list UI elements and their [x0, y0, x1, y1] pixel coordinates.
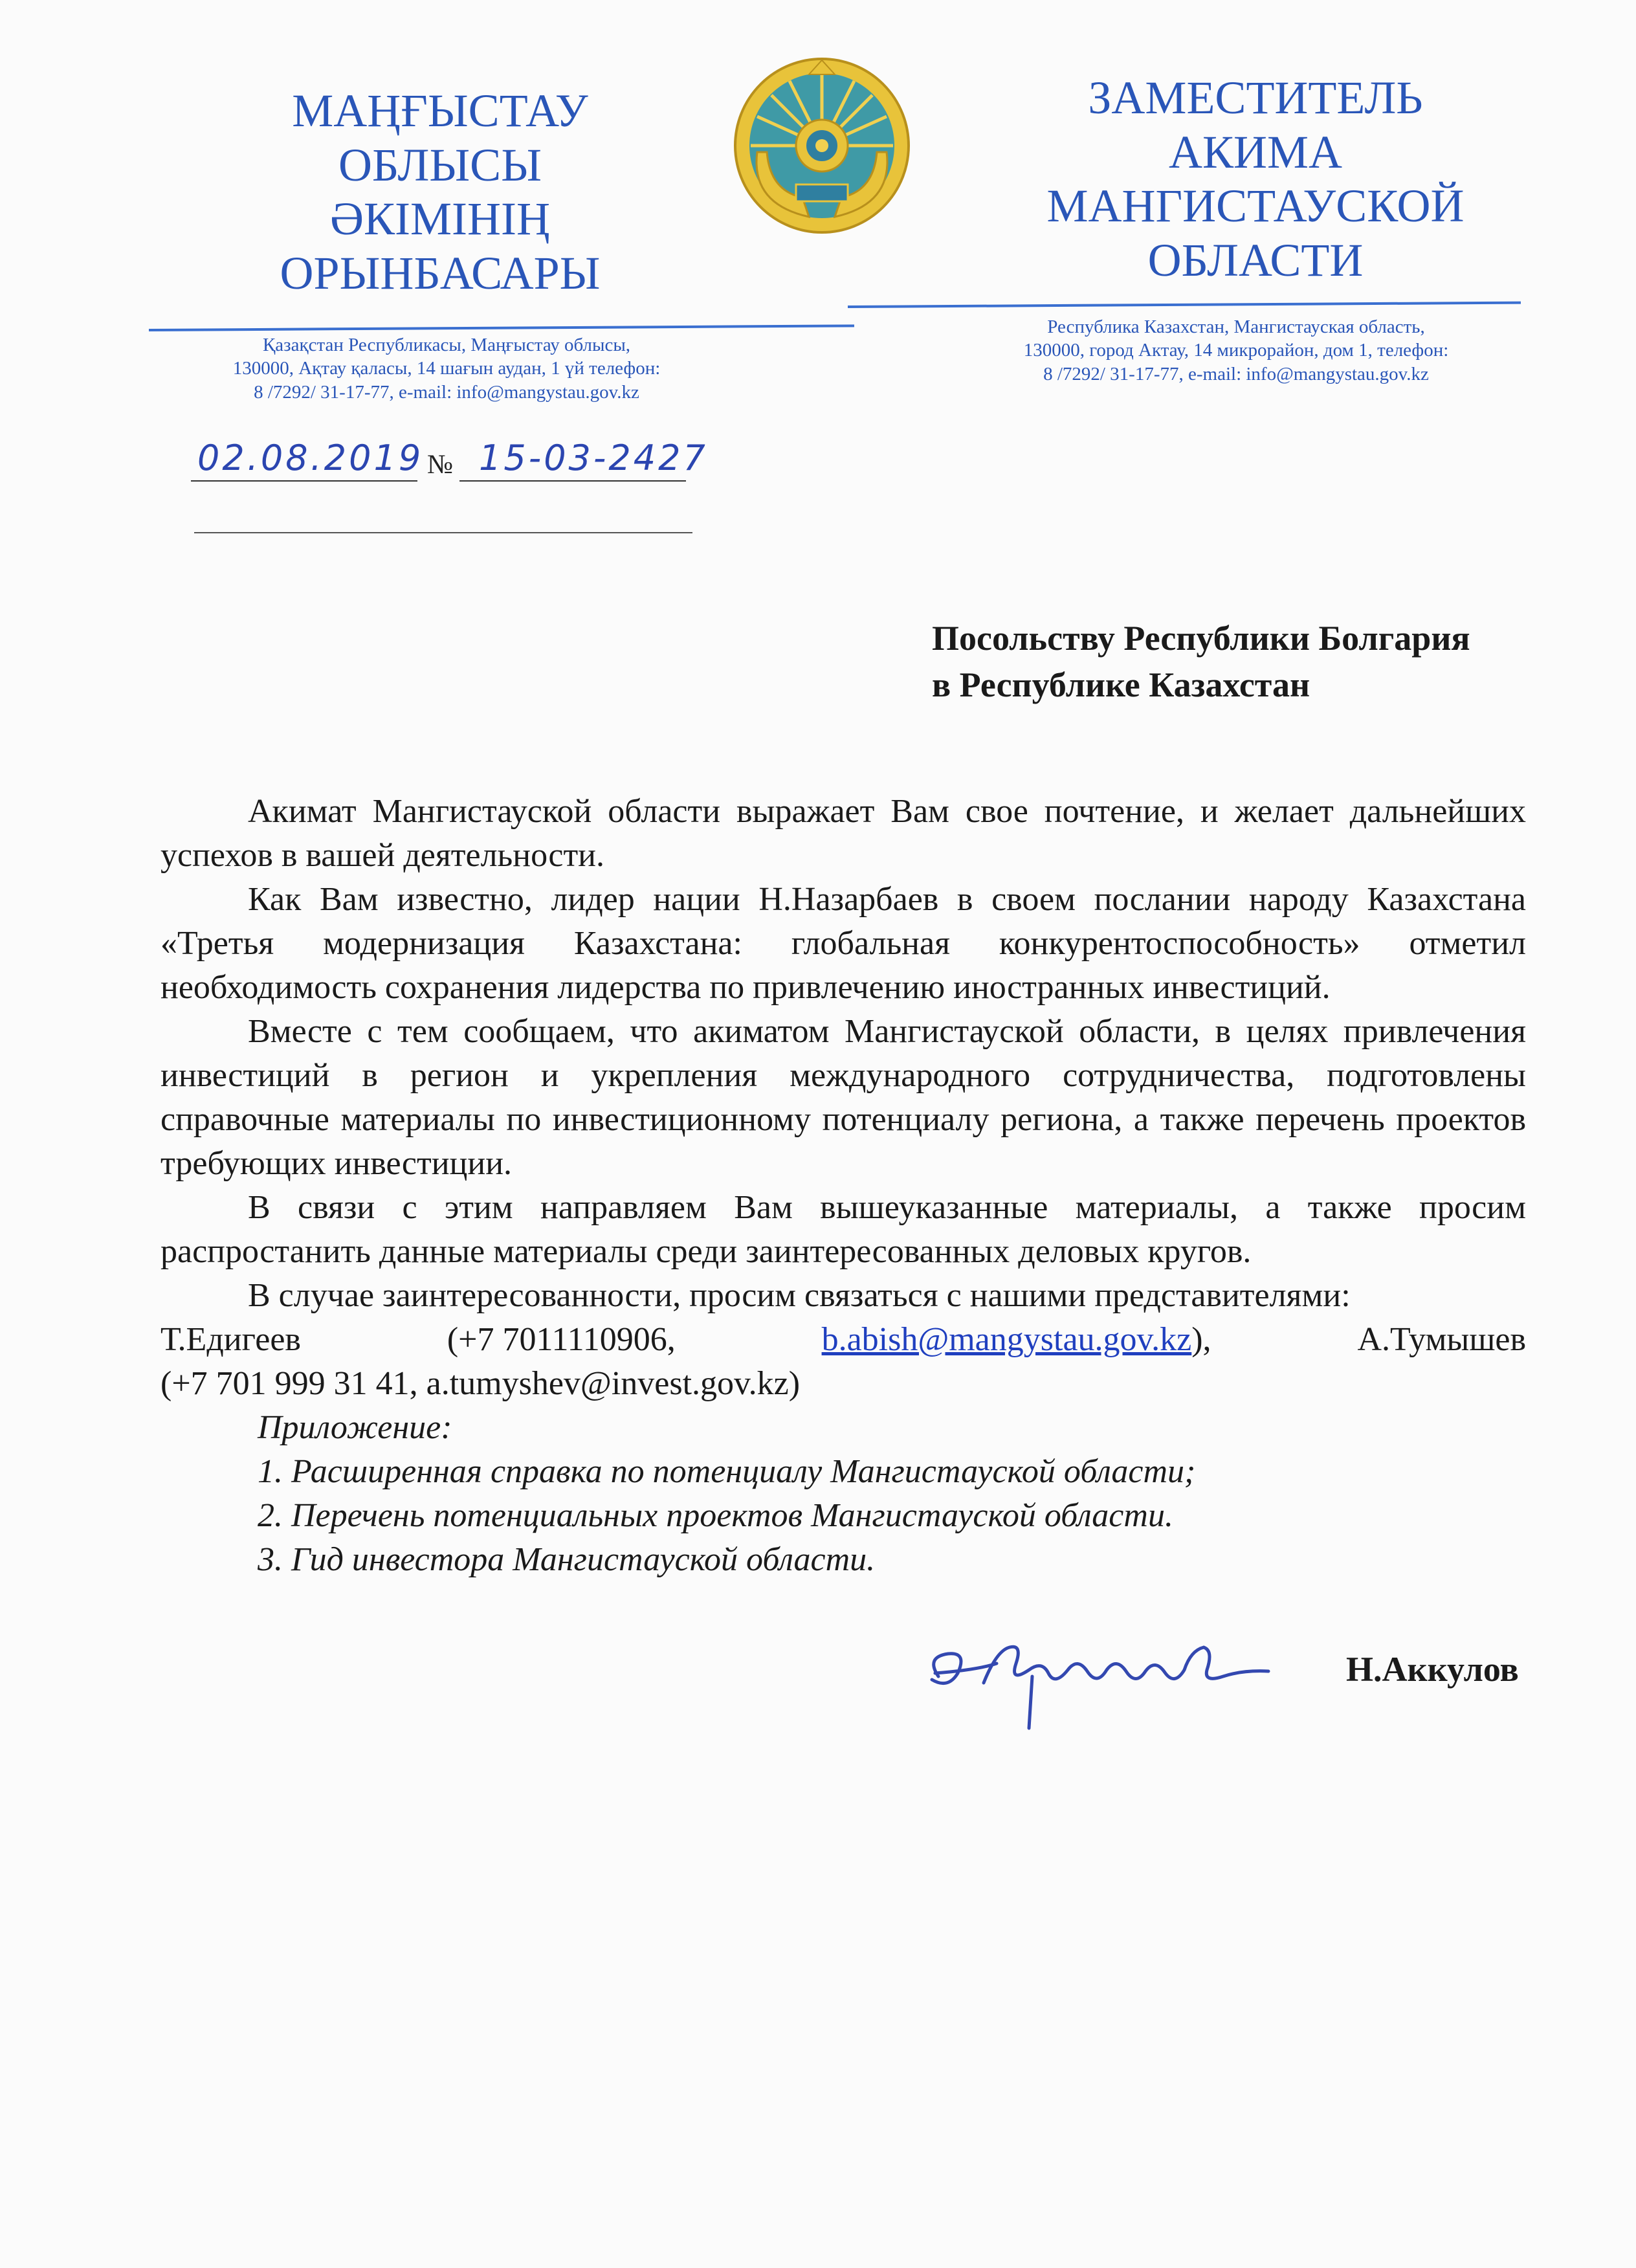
- header-right-title: [997, 71, 1514, 287]
- header-left-title-line: МАҢҒЫСТАУ: [292, 85, 588, 137]
- contact-email-suffix: ),: [1191, 1321, 1211, 1358]
- registration-blank-line: [194, 532, 692, 533]
- body-paragraph: Акимат Мангистауской области выражает Вам свое почтение, и желает дальнейших успехов в вашей деятельности.: [160, 793, 1526, 874]
- header-left-title: [214, 84, 667, 300]
- registration-date-underline: [191, 480, 417, 482]
- address-line: 8 /7292/ 31-17-77, e-mail: info@mangystau.gov.kz: [1043, 363, 1429, 384]
- body-paragraph: В связи с этим направляем Вам вышеуказанные материалы, а также просим распростанить данные материалы среди заинтересованных деловых кругов.: [160, 1189, 1526, 1270]
- registration-number: 15-03-2427: [479, 438, 708, 478]
- body-paragraph: Как Вам известно, лидер нации Н.Назарбаев в своем послании народу Казахстана «Третья модернизация Казахстана: глобальная конкурентоспособность» отметил необходимость сохранения лидерства по привлечению иностранных инвестиций.: [160, 881, 1526, 1006]
- addressee-line: Посольству Республики Болгария: [932, 619, 1470, 658]
- address-line: Республика Казахстан, Мангистауская область,: [1047, 317, 1425, 337]
- header-right-address: [945, 315, 1527, 386]
- header-right-title-line: МАНГИСТАУСКОЙ: [1046, 180, 1465, 232]
- header-right-title-line: АКИМА: [1168, 126, 1343, 178]
- address-line: 130000, город Актау, 14 микрорайон, дом 1, телефон:: [1023, 340, 1449, 361]
- contact-phone-1: (+7 7011110906,: [447, 1321, 676, 1358]
- addressee: [932, 615, 1470, 708]
- header-left-title-line: ӘКІМІНІҢ: [330, 193, 550, 245]
- address-line: Қазақстан Республикасы, Маңғыстау облысы,: [262, 335, 631, 355]
- handwritten-signature-icon: [919, 1625, 1281, 1735]
- letter-body: [160, 790, 1526, 1582]
- contact-line: [160, 1318, 1526, 1362]
- body-paragraph: Вместе с тем сообщаем, что акиматом Мангистауской области, в целях привлечения инвестиций в регион и укрепления международного сотрудничества, подготовлены справочные материалы по инвестиционному потенциалу региона, а также перечень проектов требующих инвестиции.: [160, 1013, 1526, 1182]
- kazakhstan-emblem-icon: [731, 55, 912, 236]
- address-line: 130000, Ақтау қаласы, 14 шағын аудан, 1 үй телефон:: [232, 358, 661, 379]
- registration-number-underline: [459, 480, 686, 482]
- header-right-title-line: ОБЛАСТИ: [1147, 234, 1364, 286]
- body-paragraph-contact: В случае заинтересованности, просим связаться с нашими представителями:: [248, 1277, 1351, 1314]
- header-right-title-line: ЗАМЕСТИТЕЛЬ: [1088, 72, 1423, 124]
- registration-number-sign: №: [427, 450, 454, 480]
- contact-email-link[interactable]: b.abish@mangystau.gov.kz: [821, 1321, 1192, 1358]
- registration-date: 02.08.2019: [197, 438, 424, 478]
- contact-name-1: Т.Едигеев: [160, 1321, 301, 1358]
- contact-email-group: [822, 1318, 1211, 1362]
- attachments-label: Приложение:: [258, 1409, 452, 1446]
- attachments: [160, 1406, 1526, 1582]
- attachment-item: 1. Расширенная справка по потенциалу Мангистауской области;: [258, 1453, 1196, 1490]
- header-left-title-line: ОРЫНБАСАРЫ: [280, 247, 601, 299]
- header-left-title-line: ОБЛЫСЫ: [338, 139, 542, 191]
- contact-line-2: (+7 701 999 31 41, a.tumyshev@invest.gov.kz): [160, 1365, 801, 1402]
- header-rule-left: [149, 324, 854, 331]
- header-left-address: [155, 333, 738, 404]
- contact-name-2: А.Тумышев: [1357, 1321, 1526, 1358]
- address-line: 8 /7292/ 31-17-77, e-mail: info@mangystau.gov.kz: [254, 381, 639, 403]
- attachment-item: 3. Гид инвестора Мангистауской области.: [258, 1541, 876, 1578]
- signatory-name: Н.Аккулов: [1346, 1650, 1519, 1689]
- attachment-item: 2. Перечень потенциальных проектов Мангистауской области.: [258, 1497, 1173, 1534]
- header-rule-right: [848, 302, 1521, 308]
- addressee-line: в Республике Казахстан: [932, 665, 1310, 704]
